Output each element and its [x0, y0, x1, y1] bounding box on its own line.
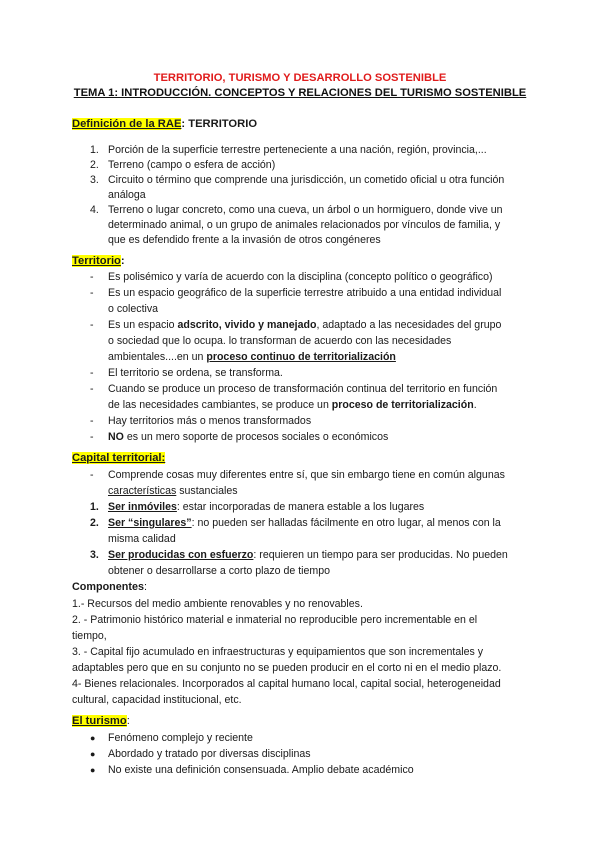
bold-text: adscrito, vivido y manejado [177, 319, 317, 331]
bullet-dash: - [90, 383, 94, 395]
bold-text: NO [108, 431, 124, 443]
text-run: sustanciales [176, 485, 238, 497]
text-run: de las necesidades cambiantes, se produce un [108, 399, 332, 411]
document-title: TERRITORIO, TURISMO Y DESARROLLO SOSTENIBLE [153, 72, 447, 84]
document-subtitle: TEMA 1: INTRODUCCIÓN. CONCEPTOS Y RELACIONES DEL TURISMO SOSTENIBLE [73, 87, 527, 99]
bold-underlined-text: Ser inmóviles [108, 501, 177, 513]
bullet-dash: - [90, 367, 94, 379]
text-run: : estar incorporadas de manera estable a los lugares [176, 501, 425, 513]
capital-item-text: misma calidad [108, 533, 176, 545]
componentes-line: tiempo, [72, 630, 107, 642]
territorio-heading-suffix: : [120, 255, 125, 267]
text-run: ambientales....en un [108, 351, 207, 363]
rae-item-text: que es defendido frente a la invasión de otros congéneres [108, 234, 381, 246]
capital-item-text [108, 500, 424, 516]
componentes-heading-suffix: : [143, 581, 147, 593]
territorio-heading [72, 255, 125, 267]
rae-heading-suffix: : TERRITORIO [181, 118, 258, 130]
componentes-line: 3. - Capital fijo acumulado en infraestructuras y equipamientos que son incrementales y [72, 646, 484, 658]
rae-item-text: determinado animal, o un grupo de animales relacionados por vínculos de familia, y [108, 219, 501, 231]
turismo-heading-suffix: : [126, 715, 130, 727]
capital-heading [72, 452, 165, 464]
territorio-bullet-text [108, 398, 477, 414]
componentes-line: 1.- Recursos del medio ambiente renovables y no renovables. [72, 598, 363, 610]
rae-item-text: análoga [108, 189, 146, 201]
componentes-line: adaptables pero que en su conjunto no se pueden producir en el corto ni en el medio plazo. [72, 662, 502, 674]
turismo-bullet-text: No existe una definición consensuada. Amplio debate académico [108, 764, 414, 776]
componentes-line: cultural, capacidad institucional, etc. [72, 694, 242, 706]
bullet-dash: - [90, 319, 94, 331]
bold-underlined-text: proceso continuo de territorialización [206, 351, 396, 363]
bold-underlined-text: Ser “singulares” [108, 517, 192, 529]
text-run: . [473, 399, 477, 411]
rae-item-number: 2. [90, 159, 99, 171]
bullet-dot-icon: ● [90, 749, 96, 759]
territorio-bullet-text [108, 430, 388, 446]
turismo-bullet-text: Fenómeno complejo y reciente [108, 732, 253, 744]
capital-bullet-text [108, 484, 238, 500]
rae-item-number: 3. [90, 174, 99, 186]
turismo-heading-highlight: El turismo [72, 715, 127, 727]
territorio-bullet-text: Es polisémico y varía de acuerdo con la disciplina (concepto político o geográfico) [108, 271, 493, 283]
turismo-bullet-text: Abordado y tratado por diversas disciplinas [108, 748, 311, 760]
rae-heading [72, 118, 257, 130]
bold-underlined-text: Ser producidas con esfuerzo [108, 549, 254, 561]
text-run: es un mero soporte de procesos sociales o económicos [123, 431, 389, 443]
rae-heading-highlight: Definición de la RAE [72, 118, 182, 130]
bullet-dot-icon: ● [90, 765, 96, 775]
capital-item-number: 1. [90, 501, 99, 513]
text-run: : no pueden ser halladas fácilmente en otro lugar, al menos con la [191, 517, 501, 529]
capital-item-text [108, 516, 501, 532]
componentes-line: 4- Bienes relacionales. Incorporados al capital humano local, capital social, heterogeneidad [72, 678, 501, 690]
bold-text: proceso de territorialización [331, 399, 474, 411]
capital-item-number: 3. [90, 549, 99, 561]
territorio-bullet-text: Cuando se produce un proceso de transformación continua del territorio en función [108, 383, 498, 395]
capital-item-number: 2. [90, 517, 99, 529]
rae-item-text: Porción de la superficie terrestre perteneciente a una nación, región, provincia,... [108, 144, 487, 156]
territorio-bullet-text [108, 318, 501, 334]
rae-item-text: Terreno (campo o esfera de acción) [108, 159, 276, 171]
turismo-heading [72, 715, 130, 727]
rae-item-text: Terreno o lugar concreto, como una cueva, un árbol o un hormiguero, donde vive un [108, 204, 503, 216]
bullet-dash: - [90, 271, 94, 283]
text-run: : requieren un tiempo para ser producidas. No pueden [253, 549, 508, 561]
territorio-bullet-text: o sociedad que lo ocupa. lo transforman de acuerdo con las necesidades [108, 335, 452, 347]
capital-heading-highlight: Capital territorial: [72, 452, 166, 464]
componentes-heading [72, 581, 147, 593]
rae-item-number: 4. [90, 204, 99, 216]
territorio-bullet-text [108, 350, 396, 366]
bullet-dash: - [90, 287, 94, 299]
territorio-heading-highlight: Territorio [72, 255, 121, 267]
text-run: , adaptado a las necesidades del grupo [316, 319, 502, 331]
bullet-dash: - [90, 431, 94, 443]
bullet-dash: - [90, 415, 94, 427]
underlined-text: características [108, 485, 177, 497]
territorio-bullet-text: El territorio se ordena, se transforma. [108, 367, 283, 379]
rae-item-number: 1. [90, 144, 99, 156]
bullet-dash: - [90, 469, 94, 481]
componentes-line: 2. - Patrimonio histórico material e inmaterial no reproducible pero incrementable en el [72, 614, 478, 626]
text-run: Es un espacio [108, 319, 178, 331]
componentes-heading-label: Componentes [72, 581, 144, 593]
territorio-bullet-text: Hay territorios más o menos transformados [108, 415, 312, 427]
bullet-dot-icon: ● [90, 733, 96, 743]
territorio-bullet-text: o colectiva [108, 303, 159, 315]
capital-bullet-text: Comprende cosas muy diferentes entre sí, que sin embargo tiene en común algunas [108, 469, 505, 481]
capital-item-text [108, 548, 508, 564]
capital-item-text: obtener o desarrollarse a corto plazo de tiempo [108, 565, 331, 577]
rae-item-text: Circuito o término que comprende una jurisdicción, un cometido oficial u otra función [108, 174, 505, 186]
territorio-bullet-text: Es un espacio geográfico de la superficie terrestre atribuido a una entidad individual [108, 287, 502, 299]
